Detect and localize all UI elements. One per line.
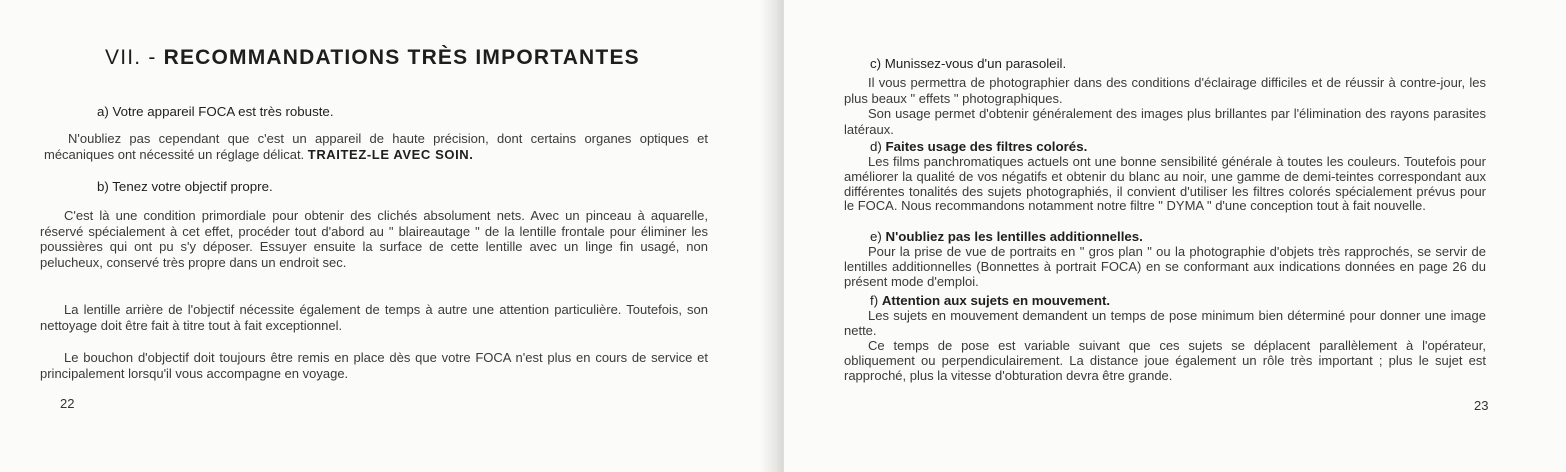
section-f-paragraph-2: Ce temps de pose est variable suivant que ces sujets se déplacent parallèlement à l'opérateur, obliquement ou perpendiculairement. La distance joue également un rôle très important ; plus le sujet est rapproché, plus la vitesse d'obturation devra être grande. bbox=[844, 338, 1486, 383]
section-d-title: Faites usage des filtres colorés. bbox=[885, 139, 1088, 154]
section-b-label: b) bbox=[97, 179, 113, 194]
section-c-heading bbox=[870, 56, 1066, 72]
section-c-paragraph-1: Il vous permettra de photographier dans des conditions d'éclairage difficiles et de réussir à contre-jour, les plus beaux " effets " photographiques. bbox=[844, 75, 1486, 106]
section-e-heading bbox=[870, 229, 1143, 245]
left-page bbox=[0, 0, 770, 472]
section-a-heading bbox=[97, 104, 334, 120]
section-f-title: Attention aux sujets en mouvement. bbox=[881, 293, 1111, 308]
section-c-title: Munissez-vous d'un parasoleil. bbox=[884, 56, 1067, 71]
title-number: VII. - bbox=[105, 46, 164, 69]
section-b-paragraph-1: C'est là une condition primordiale pour obtenir des clichés absolument nets. Avec un pinceau à aquarelle, réservé spécialement à cet effet, procéder tout d'abord au " blaireautage " de la lentille frontale pour éliminer les poussières qui ont pu s'y déposer. Essuyer ensuite la surface de cette lentille avec un linge fin usagé, non pelucheux, conservé très propre dans un endroit sec. bbox=[40, 208, 708, 270]
section-e-title: N'oubliez pas les lentilles additionnelles. bbox=[885, 229, 1143, 244]
section-e-label: e) bbox=[870, 229, 886, 244]
section-c-paragraph-2: Son usage permet d'obtenir généralement des images plus brillantes par l'élimination des rayons parasites latéraux. bbox=[844, 106, 1486, 137]
section-a-paragraph bbox=[44, 131, 708, 162]
section-d-heading bbox=[870, 139, 1087, 155]
section-c-label: c) bbox=[870, 56, 885, 71]
section-a-body: N'oubliez pas cependant que c'est un appareil de haute précision, dont certains organes optiques et mécaniques ont nécessité un réglage délicat. bbox=[44, 131, 708, 162]
section-b-paragraph-2: La lentille arrière de l'objectif nécessite également de temps à autre une attention particulière. Toutefois, son nettoyage doit être fait à titre tout à fait exceptionnel. bbox=[40, 302, 708, 333]
section-b-title: Tenez votre objectif propre. bbox=[112, 179, 273, 194]
section-a-emphasis: TRAITEZ-LE AVEC SOIN. bbox=[307, 146, 474, 162]
section-f-label: f) bbox=[870, 293, 882, 308]
section-a-label: a) bbox=[97, 104, 113, 119]
page-number-right: 23 bbox=[1474, 398, 1489, 413]
page-number-left: 22 bbox=[60, 396, 75, 411]
section-b-paragraph-3: Le bouchon d'objectif doit toujours être remis en place dès que votre FOCA n'est plus en cours de service et principalement lorsqu'il vous accompagne en voyage. bbox=[40, 350, 708, 381]
right-page bbox=[784, 0, 1566, 472]
section-f-paragraph-1: Les sujets en mouvement demandent un temps de pose minimum bien déterminé pour donner une image nette. bbox=[844, 308, 1486, 338]
section-a-title: Votre appareil FOCA est très robuste. bbox=[112, 104, 334, 119]
title-text: RECOMMANDATIONS TRÈS IMPORTANTES bbox=[163, 46, 640, 69]
section-d-paragraph: Les films panchromatiques actuels ont une bonne sensibilité générale à toutes les couleurs. Toutefois pour améliorer la qualité de vos négatifs et obtenir du blanc au noir, une gamme de demi-teintes correspondant aux différentes tonalités des sujets photographiés, il convient d'utiliser les filtres colorés spécialement prévus pour le FOCA. Nous recommandons notamment notre filtre " DYMA " d'une conception tout à fait nouvelle. bbox=[844, 154, 1486, 214]
section-b-heading bbox=[97, 179, 273, 195]
section-e-paragraph: Pour la prise de vue de portraits en " gros plan " ou la photographie d'objets très rapprochés, se servir de lentilles additionnelles (Bonnettes à portrait FOCA) en se conformant aux indications données en page 26 du présent mode d'emploi. bbox=[844, 244, 1486, 289]
section-d-label: d) bbox=[870, 139, 886, 154]
page-title bbox=[105, 46, 640, 70]
section-f-heading bbox=[870, 293, 1110, 309]
